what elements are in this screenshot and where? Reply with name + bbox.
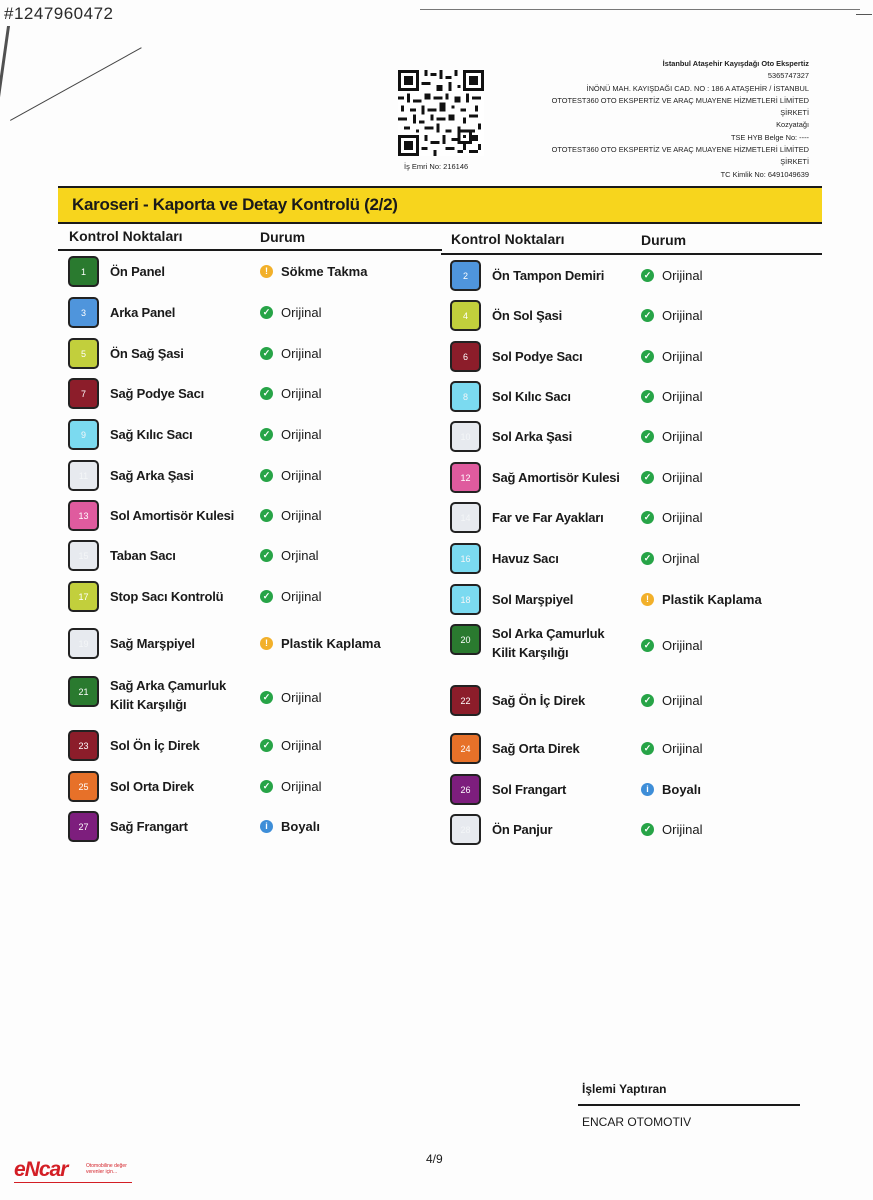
check-circle-icon: ✓ bbox=[260, 469, 273, 482]
part-status bbox=[260, 305, 321, 320]
part-status bbox=[641, 592, 762, 607]
part-name-line-1: Sağ Arka Çamurluk bbox=[110, 678, 227, 693]
part-name: Sağ Marşpiyel bbox=[110, 636, 195, 651]
check-circle-icon: ✓ bbox=[260, 306, 273, 319]
status-text: Orijinal bbox=[662, 638, 703, 653]
status-text: Orijinal bbox=[281, 427, 322, 442]
check-circle-icon: ✓ bbox=[260, 590, 273, 603]
part-status bbox=[641, 782, 701, 797]
inspection-row-23 bbox=[68, 730, 428, 762]
inspection-row-10 bbox=[450, 421, 810, 453]
work-order-number: İş Emri No: 216146 bbox=[404, 162, 469, 171]
status-text: Orijinal bbox=[281, 386, 322, 401]
check-circle-icon: ✓ bbox=[641, 430, 654, 443]
inspection-row-13 bbox=[68, 500, 428, 532]
part-number-badge: 14 bbox=[450, 502, 481, 533]
inspection-row-22 bbox=[450, 685, 810, 717]
part-status bbox=[641, 638, 702, 653]
check-circle-icon: ✓ bbox=[641, 511, 654, 524]
status-text: Orijinal bbox=[662, 429, 703, 444]
section-title: Karoseri - Kaporta ve Detay Kontrolü (2/2) bbox=[72, 195, 398, 214]
part-name: Taban Sacı bbox=[110, 548, 176, 563]
company-legal-name-2-cont: ŞİRKETİ bbox=[780, 157, 809, 167]
part-status bbox=[260, 508, 321, 523]
qr-code bbox=[398, 70, 484, 156]
check-circle-icon: ✓ bbox=[260, 739, 273, 752]
part-name: Sol Orta Direk bbox=[110, 779, 194, 794]
part-status bbox=[260, 427, 321, 442]
check-circle-icon: ✓ bbox=[260, 387, 273, 400]
company-info bbox=[509, 58, 809, 181]
status-text: Sökme Takma bbox=[281, 264, 368, 279]
part-name: Sağ Arka Şasi bbox=[110, 468, 194, 483]
corner-line bbox=[0, 26, 10, 126]
inspection-row-12 bbox=[450, 462, 810, 494]
part-number-badge: 10 bbox=[450, 421, 481, 452]
company-name: İstanbul Ataşehir Kayışdağı Oto Ekspertiz bbox=[662, 59, 809, 68]
part-status bbox=[260, 346, 321, 361]
part-status bbox=[641, 308, 702, 323]
part-number-badge: 20 bbox=[450, 624, 481, 655]
inspection-row-15 bbox=[68, 540, 428, 572]
part-name: Ön Panel bbox=[110, 264, 165, 279]
check-circle-icon: ✓ bbox=[260, 347, 273, 360]
check-circle-icon: ✓ bbox=[641, 471, 654, 484]
part-name: Far ve Far Ayakları bbox=[492, 510, 604, 525]
inspection-row-1 bbox=[68, 256, 428, 288]
status-text: Orijinal bbox=[662, 349, 703, 364]
check-circle-icon: ✓ bbox=[641, 309, 654, 322]
part-number-badge: 17 bbox=[68, 581, 99, 612]
check-circle-icon: ✓ bbox=[641, 639, 654, 652]
part-number-badge: 23 bbox=[68, 730, 99, 761]
inspection-row-5 bbox=[68, 338, 428, 370]
part-status bbox=[260, 264, 367, 279]
status-text: Orijinal bbox=[662, 268, 703, 283]
part-name-line-1: Sol Arka Çamurluk bbox=[492, 626, 605, 641]
part-number-badge: 3 bbox=[68, 297, 99, 328]
warning-circle-icon: ! bbox=[260, 265, 273, 278]
info-circle-icon: i bbox=[641, 783, 654, 796]
inspection-row-26 bbox=[450, 774, 810, 806]
status-text: Orijinal bbox=[662, 822, 703, 837]
part-name bbox=[110, 676, 250, 714]
part-number-badge: 19 bbox=[68, 628, 99, 659]
part-status bbox=[260, 636, 381, 651]
part-number-badge: 16 bbox=[450, 543, 481, 574]
company-legal-name-cont: ŞİRKETİ bbox=[780, 108, 809, 118]
part-name: Sağ Podye Sacı bbox=[110, 386, 205, 401]
part-name: Ön Panjur bbox=[492, 822, 553, 837]
status-text: Boyalı bbox=[281, 819, 321, 834]
status-text: Plastik Kaplama bbox=[662, 592, 762, 607]
tse-certificate: TSE HYB Belge No: ---- bbox=[730, 132, 809, 142]
company-address: İNÖNÜ MAH. KAYIŞDAĞI CAD. NO : 186 A ATAŞEHİR / İSTANBUL bbox=[586, 83, 809, 93]
corner-line bbox=[10, 47, 142, 121]
part-status bbox=[260, 690, 321, 705]
part-status bbox=[641, 349, 702, 364]
inspection-row-17 bbox=[68, 581, 428, 613]
part-name: Sol Marşpiyel bbox=[492, 592, 574, 607]
part-status bbox=[260, 589, 321, 604]
logo-tagline: Otomobiline değer verenler için... bbox=[86, 1163, 127, 1175]
company-legal-name: OTOTEST360 OTO EKSPERTİZ VE ARAÇ MUAYENE HİZMETLERİ LİMİTED bbox=[551, 95, 809, 105]
part-number-badge: 15 bbox=[68, 540, 99, 571]
check-circle-icon: ✓ bbox=[260, 691, 273, 704]
encar-logo bbox=[14, 1158, 134, 1184]
warning-circle-icon: ! bbox=[641, 593, 654, 606]
part-status bbox=[641, 822, 702, 837]
part-status bbox=[260, 386, 321, 401]
part-name: Sol Arka Şasi bbox=[492, 429, 573, 444]
logo-brand: eNcar bbox=[14, 1158, 68, 1181]
part-status bbox=[641, 510, 702, 525]
info-circle-icon: i bbox=[260, 820, 273, 833]
part-name: Sağ Ön İç Direk bbox=[492, 693, 586, 708]
inspection-row-25 bbox=[68, 771, 428, 803]
inspection-row-21 bbox=[68, 676, 428, 712]
status-text: Orijinal bbox=[662, 693, 703, 708]
requester-name: ENCAR OTOMOTIV bbox=[582, 1115, 692, 1129]
part-number-badge: 4 bbox=[450, 300, 481, 331]
part-number-badge: 24 bbox=[450, 733, 481, 764]
inspection-row-20 bbox=[450, 624, 810, 660]
scan-edge-line bbox=[420, 9, 860, 10]
part-status bbox=[641, 429, 702, 444]
part-name: Sağ Orta Direk bbox=[492, 741, 580, 756]
status-text: Orijinal bbox=[662, 389, 703, 404]
company-tax-office: Kozyatağı bbox=[776, 120, 809, 130]
check-circle-icon: ✓ bbox=[641, 552, 654, 565]
check-circle-icon: ✓ bbox=[641, 823, 654, 836]
check-circle-icon: ✓ bbox=[641, 350, 654, 363]
check-circle-icon: ✓ bbox=[641, 269, 654, 282]
inspection-row-14 bbox=[450, 502, 810, 534]
part-number-badge: 7 bbox=[68, 378, 99, 409]
part-name: Sol Kılıc Sacı bbox=[492, 389, 571, 404]
left-header-rule bbox=[58, 249, 442, 251]
part-number-badge: 25 bbox=[68, 771, 99, 802]
inspection-row-19 bbox=[68, 628, 428, 660]
status-text: Orijinal bbox=[281, 305, 322, 320]
part-number-badge: 28 bbox=[450, 814, 481, 845]
status-text: Orijinal bbox=[281, 690, 322, 705]
page-number: 4/9 bbox=[426, 1152, 443, 1166]
company-legal-name-2: OTOTEST360 OTO EKSPERTİZ VE ARAÇ MUAYENE HİZMETLERİ LİMİTED bbox=[551, 145, 809, 155]
requester-label: İşlemi Yaptıran bbox=[582, 1082, 667, 1096]
part-name: Stop Sacı Kontrolü bbox=[110, 589, 224, 604]
tc-identity: TC Kimlik No: 6491049639 bbox=[720, 169, 809, 179]
part-status bbox=[641, 551, 700, 566]
inspection-row-3 bbox=[68, 297, 428, 329]
check-circle-icon: ✓ bbox=[641, 742, 654, 755]
status-text: Orijinal bbox=[281, 738, 322, 753]
part-status bbox=[260, 738, 321, 753]
section-banner bbox=[58, 186, 822, 224]
part-name: Sol Podye Sacı bbox=[492, 349, 583, 364]
part-number-badge: 1 bbox=[68, 256, 99, 287]
warning-circle-icon: ! bbox=[260, 637, 273, 650]
inspection-row-16 bbox=[450, 543, 810, 575]
status-text: Orijinal bbox=[662, 510, 703, 525]
part-name: Ön Sol Şasi bbox=[492, 308, 563, 323]
part-number-badge: 12 bbox=[450, 462, 481, 493]
part-status bbox=[641, 741, 702, 756]
part-status bbox=[260, 779, 321, 794]
inspection-row-27 bbox=[68, 811, 428, 843]
part-status bbox=[260, 468, 321, 483]
status-text: Orijinal bbox=[281, 779, 322, 794]
part-name: Sağ Kılıc Sacı bbox=[110, 427, 193, 442]
status-text: Orijinal bbox=[281, 468, 322, 483]
part-name: Sağ Frangart bbox=[110, 819, 188, 834]
right-header-rule bbox=[441, 253, 822, 255]
part-name: Sol Frangart bbox=[492, 782, 567, 797]
part-number-badge: 22 bbox=[450, 685, 481, 716]
part-status bbox=[641, 389, 702, 404]
status-text: Orijinal bbox=[281, 346, 322, 361]
status-text: Orijinal bbox=[281, 508, 322, 523]
inspection-row-8 bbox=[450, 381, 810, 413]
part-status bbox=[641, 693, 702, 708]
part-number-badge: 2 bbox=[450, 260, 481, 291]
part-number-badge: 27 bbox=[68, 811, 99, 842]
inspection-row-28 bbox=[450, 814, 810, 846]
part-number-badge: 9 bbox=[68, 419, 99, 450]
inspection-row-6 bbox=[450, 341, 810, 373]
left-control-points-header: Kontrol Noktaları bbox=[69, 228, 183, 244]
status-text: Boyalı bbox=[662, 782, 702, 797]
check-circle-icon: ✓ bbox=[260, 780, 273, 793]
status-text: Orjinal bbox=[281, 548, 319, 563]
status-text: Orijinal bbox=[662, 470, 703, 485]
part-status bbox=[260, 548, 319, 563]
check-circle-icon: ✓ bbox=[260, 428, 273, 441]
inspection-row-4 bbox=[450, 300, 810, 332]
company-phone: 5365747327 bbox=[767, 71, 809, 81]
listing-id: #1247960472 bbox=[4, 4, 114, 23]
part-name: Sol Amortisör Kulesi bbox=[110, 508, 235, 523]
part-number-badge: 11 bbox=[68, 460, 99, 491]
part-name: Ön Tampon Demiri bbox=[492, 268, 605, 283]
requester-rule bbox=[578, 1104, 800, 1106]
inspection-row-18 bbox=[450, 584, 810, 616]
status-text: Orijinal bbox=[662, 741, 703, 756]
inspection-row-11 bbox=[68, 460, 428, 492]
part-number-badge: 8 bbox=[450, 381, 481, 412]
part-number-badge: 18 bbox=[450, 584, 481, 615]
check-circle-icon: ✓ bbox=[260, 549, 273, 562]
status-text: Orijinal bbox=[281, 589, 322, 604]
part-name: Arka Panel bbox=[110, 305, 176, 320]
part-name: Sol Ön İç Direk bbox=[110, 738, 200, 753]
part-number-badge: 21 bbox=[68, 676, 99, 707]
part-status bbox=[641, 268, 702, 283]
logo-underline bbox=[14, 1182, 132, 1183]
part-name: Havuz Sacı bbox=[492, 551, 559, 566]
part-name-line-2: Kilit Karşılığı bbox=[492, 645, 569, 660]
part-name: Ön Sağ Şasi bbox=[110, 346, 184, 361]
part-name bbox=[492, 624, 632, 662]
inspection-row-2 bbox=[450, 260, 810, 292]
part-name: Sağ Amortisör Kulesi bbox=[492, 470, 620, 485]
part-status bbox=[260, 819, 320, 834]
part-number-badge: 13 bbox=[68, 500, 99, 531]
part-number-badge: 26 bbox=[450, 774, 481, 805]
part-number-badge: 6 bbox=[450, 341, 481, 372]
part-status bbox=[641, 470, 702, 485]
status-text: Orjinal bbox=[662, 551, 700, 566]
status-text: Orijinal bbox=[662, 308, 703, 323]
check-circle-icon: ✓ bbox=[641, 390, 654, 403]
status-text: Plastik Kaplama bbox=[281, 636, 381, 651]
check-circle-icon: ✓ bbox=[641, 694, 654, 707]
part-number-badge: 5 bbox=[68, 338, 99, 369]
inspection-row-7 bbox=[68, 378, 428, 410]
right-status-header: Durum bbox=[641, 232, 687, 248]
inspection-row-24 bbox=[450, 733, 810, 765]
right-control-points-header: Kontrol Noktaları bbox=[451, 231, 565, 247]
check-circle-icon: ✓ bbox=[260, 509, 273, 522]
inspection-row-9 bbox=[68, 419, 428, 451]
scan-edge-line bbox=[856, 14, 872, 15]
left-status-header: Durum bbox=[260, 229, 306, 245]
part-name-line-2: Kilit Karşılığı bbox=[110, 697, 187, 712]
